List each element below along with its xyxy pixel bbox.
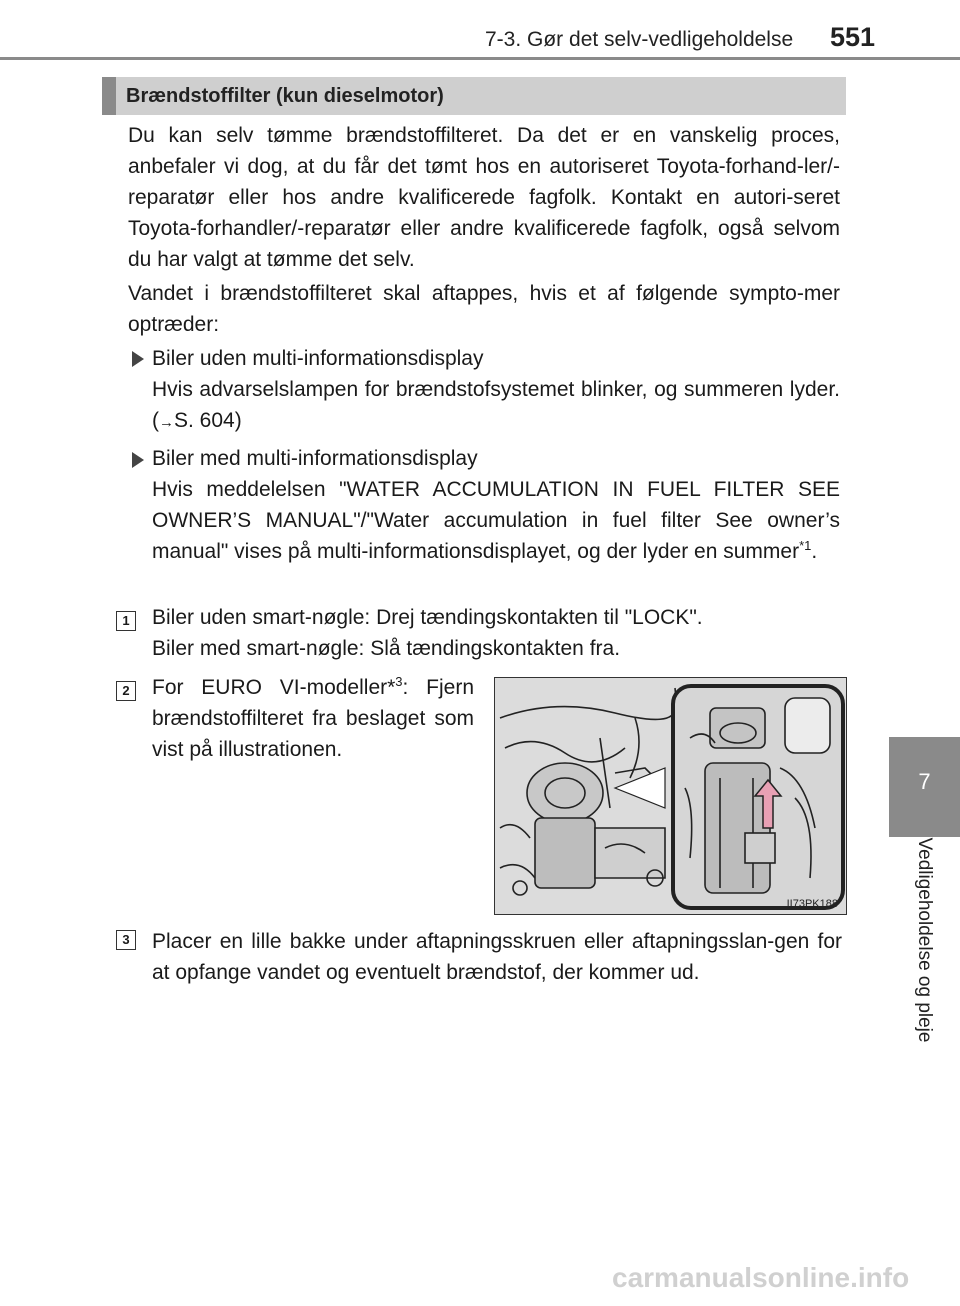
intro-paragraph: Du kan selv tømme brændstoffilteret. Da det er en vanskelig proces, anbefaler vi dog, at du får det tømt hos en autoriseret Toyota-forhand-ler/-reparatør eller hos andre kvalificerede fagfolk. Kontakt en autori-seret Toyota-forhandler/-reparatør eller andre kvalificerede fagfolk, også selvom du har valgt at tømme det selv. — [128, 124, 840, 271]
bullet-with-display — [152, 443, 840, 567]
bullet-no-display — [152, 343, 840, 438]
symptoms-paragraph: Vandet i brændstoffilteret skal aftappes, hvis et af følgende sympto-mer optræder: — [128, 282, 840, 336]
bullet-text-end: . — [811, 540, 818, 563]
bullet-arrow-icon — [132, 452, 144, 468]
footnote-marker: 3 — [395, 674, 403, 689]
engine-bay-icon — [495, 678, 847, 915]
step-number-1: 1 — [116, 611, 136, 631]
step-2-text-start: For EURO VI-modeller* — [152, 676, 396, 699]
chapter-tab[interactable] — [889, 737, 960, 837]
chapter-title: Vedligeholdelse og pleje — [914, 837, 935, 1043]
bullet-text: Hvis advarselslampen for brændstofsystemet blinker, og summeren lyder. ( — [152, 378, 840, 432]
footnote-marker: *1 — [799, 538, 812, 553]
step-1-line-2: Biler med smart-nøgle: Slå tændingskontakten fra. — [152, 637, 621, 660]
section-heading: Brændstoffilter (kun dieselmotor) — [102, 77, 846, 115]
step-number-3: 3 — [116, 930, 136, 950]
step-1-text — [152, 602, 842, 664]
bullet-title: Biler med multi-informationsdisplay — [152, 447, 478, 470]
step-2-text-end: : Fjern brændstoffilteret fra beslaget som vist på illustrationen. — [152, 676, 474, 761]
step-1-line-1: Biler uden smart-nøgle: Drej tændingskontakten til "LOCK". — [152, 606, 703, 629]
header-divider — [0, 57, 960, 60]
bullet-title: Biler uden multi-informationsdisplay — [152, 347, 484, 370]
page-ref-arrow-icon: → — [159, 414, 174, 431]
step-2-text — [152, 672, 474, 765]
step-3-text: Placer en lille bakke under aftapningsskruen eller aftapningsslan-gen for at opfange vandet og eventuelt brændstof, der kommer ud. — [152, 930, 842, 984]
step-number-2: 2 — [116, 681, 136, 701]
bullet-arrow-icon — [132, 351, 144, 367]
header-section-title: 7-3. Gør det selv-vedligeholdelse — [485, 28, 794, 51]
fuel-filter-illustration — [494, 677, 847, 915]
bullet-text: Hvis meddelelsen "WATER ACCUMULATION IN FUEL FILTER SEE OWNER’S MANUAL"/"Water accumulation in fuel filter See owner’s manual" vises på multi-informationsdisplayet, og der lyder en summer — [152, 478, 840, 563]
watermark: carmanualsonline.info — [612, 1262, 910, 1293]
chapter-number: 7 — [918, 769, 931, 794]
page-number: 551 — [830, 22, 876, 52]
page-reference-link[interactable]: S. 604) — [174, 409, 242, 432]
figure-code: II73PK188 — [786, 898, 838, 910]
